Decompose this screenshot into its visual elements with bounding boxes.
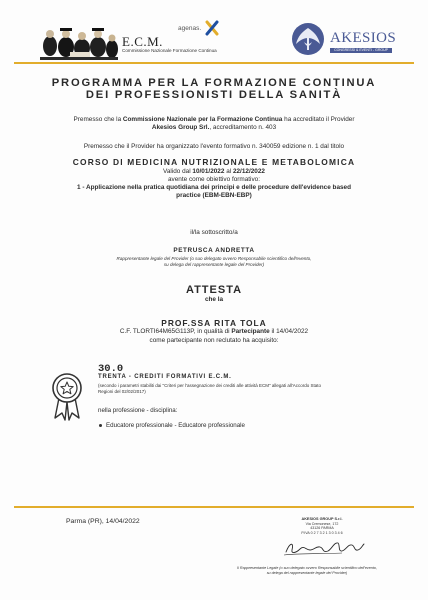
legal-rep-line1: Il Rappresentante Legale (o suo delegato ovvero Responsabile scientifico dell'evento, [237, 566, 377, 570]
participant-date: il 14/04/2022 [269, 328, 309, 335]
medal-icon [50, 372, 84, 422]
agenas-logo-text: agenas. [178, 25, 202, 32]
objective-line1: 1 - Applicazione nella pratica quotidiana dei principi e delle procedure dell'evidence based [76, 184, 352, 191]
commission-name: Commissione Nazionale per la Formazione Continua [122, 116, 283, 123]
bullet-icon [99, 424, 102, 427]
participant-name: PROF.SSA RITA TOLA [161, 318, 267, 328]
premise-post: , accreditamento n. 403 [209, 124, 277, 132]
agenas-logo-icon [205, 20, 219, 36]
stamp-city: 43126 PARMA [310, 526, 334, 531]
ecm-title: E.C.M. [122, 34, 163, 49]
premise-event: Premesso che il Provider ha organizzato l'evento formativo n. 340059 edizione n. 1 dal titolo [83, 143, 345, 150]
document-title-line1: PROGRAMMA PER LA FORMAZIONE CONTINUA [51, 77, 377, 89]
stamp-company: AKESIOS GROUP S.r.l. [301, 517, 343, 521]
credits-note [98, 383, 368, 395]
credits-note-line1: (secondo i parametri stabiliti dai "Criteri per l'assegnazione dei crediti alle attività ECM" allegati all'Accordo Stato [98, 383, 322, 388]
stamp-address: Via Cremonese, 172 [305, 521, 339, 526]
credits-text: TRENTA - CREDITI FORMATIVI E.C.M. [98, 374, 232, 380]
profession-item: Educatore professionale - Educatore professionale [106, 422, 245, 429]
akesios-name: AKESIOS [330, 30, 397, 46]
legal-rep-line2: su delega del rappresentante legale del Provider) [266, 571, 348, 576]
bottom-divider [14, 506, 414, 508]
premise-mid: ha accreditato il Provider [282, 116, 355, 123]
validity-from: 10/01/2022 [192, 168, 225, 175]
rep-note-line1: Rappresentante legale del Provider (o suo delegato ovvero Responsabile scientifico dell'evento, [116, 256, 312, 261]
provider-name: Akesios Group Srl. [151, 124, 210, 132]
undersigned-label: il/la sottoscritto/a [190, 229, 238, 236]
document-title-line2: DEI PROFESSIONISTI DELLA SANITÀ [85, 89, 343, 101]
signature-icon [282, 538, 366, 558]
ecm-subtitle: Commissione Nazionale Formazione Continua [122, 48, 217, 53]
validity-mid: al [224, 168, 233, 175]
ecm-logo-icon [40, 22, 118, 60]
top-divider [14, 62, 414, 64]
place-date: Parma (PR), 14/04/2022 [66, 518, 140, 525]
participant-status: come partecipante non reclutato ha acquisito: [149, 337, 279, 344]
participant-role: Partecipante [231, 328, 270, 335]
legal-rep-note [232, 566, 382, 577]
participant-cf: C.F. TLORTI64M65G113P, in qualità di [119, 328, 232, 335]
akesios-tagline-bar [330, 48, 392, 53]
objective-intro: avente come obiettivo formativo: [168, 176, 260, 183]
che-la-label: che la [204, 296, 224, 303]
rep-name: PETRUSCA ANDRETTA [173, 247, 255, 254]
akesios-logo-icon [290, 22, 326, 56]
validity-pre: Valido dal [163, 168, 193, 175]
profession-label: nella professione - disciplina: [98, 407, 178, 414]
credits-number: 30.0 [98, 363, 124, 375]
stamp-vat: P.IVA 0 2 7 3 2 1 3 0 3 4 6 [301, 530, 343, 535]
premise-pre: Premesso che la [73, 116, 123, 123]
course-title: CORSO DI MEDICINA NUTRIZIONALE E METABOLOMICA [72, 157, 356, 167]
validity-to: 22/12/2022 [232, 168, 265, 175]
akesios-tagline: CONGRESSI & EVENTI - GROUP [334, 48, 388, 52]
premise-provider [30, 116, 398, 133]
attesta-heading: ATTESTA [185, 284, 243, 296]
certificate-header [0, 0, 428, 62]
participant-details [30, 328, 398, 336]
provider-stamp [292, 517, 352, 535]
credits-note-line2: Regioni del 02/02/2017) [98, 389, 146, 394]
objective-line2: practice (EBM-EBN-EBP) [176, 192, 252, 199]
rep-note-line2: su delega del rappresentante legale del Provider) [163, 262, 265, 267]
